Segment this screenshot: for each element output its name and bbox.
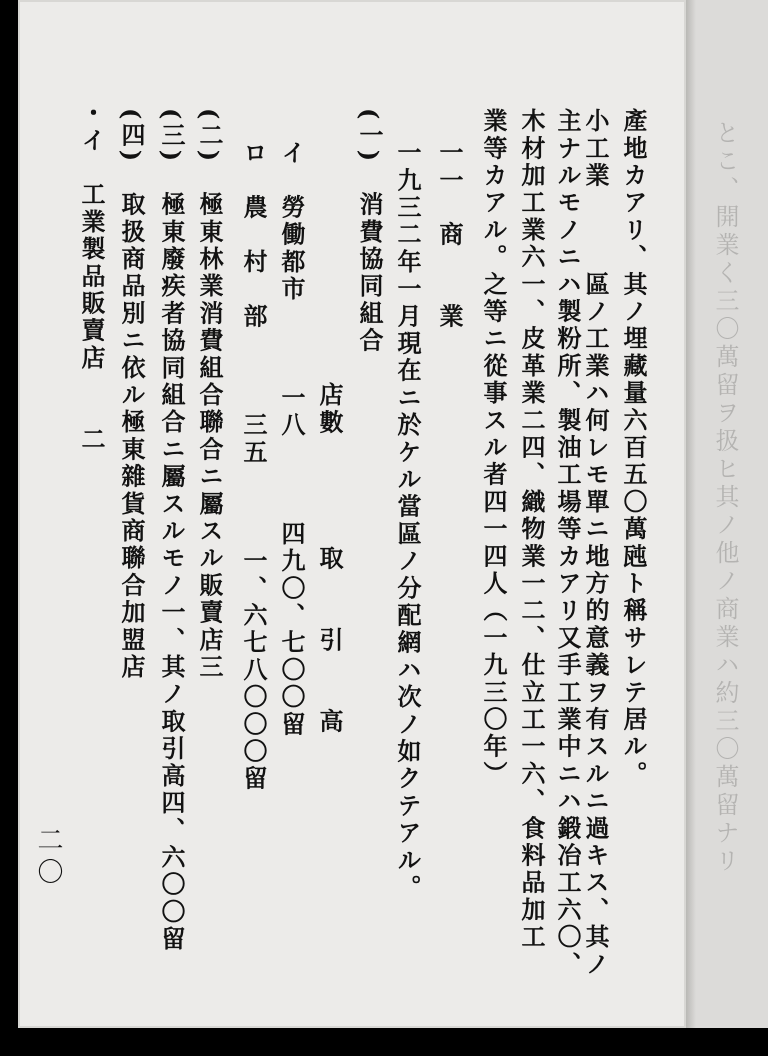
text-line-1: 產地カアリ、其ノ埋藏量六百五〇萬瓲ト稱サレテ居ル。 <box>619 108 648 788</box>
subsection-disabled-coop: (三) 極東廢疾者協同組合ニ屬スルモノ一、其ノ取引高四、六〇〇留 <box>157 108 186 954</box>
subsection-forestry-union: (二) 極東林業消費組合聯合ニ屬スル販賣店三 <box>195 108 224 682</box>
text-line-2: 小工業 區ノ工業ハ何レモ單ニ地方的意義ヲ有スルニ過キス、其ノ <box>581 108 610 979</box>
text-line-3: 主ナルモノニハ製粉所、製油工場等カアリ又手工業中ニハ鍛冶工六〇、 <box>553 108 582 979</box>
table-row-rural: ロ 農 村 部 三五 一、六七八〇〇〇留 <box>239 140 268 793</box>
table-row-labour-city: イ 勞働都市 一八 四九〇、七〇〇留 <box>277 140 306 739</box>
text-line-4: 木材加工業六一、皮革業二四、織物業一二、仕立工一六、食料品加工 <box>517 108 546 952</box>
subsection-merchant-union: (四) 取扱商品別ニ依ル極東雜貨商聯合加盟店 <box>117 108 146 682</box>
table-header: 店數 取 引 高 <box>315 382 344 736</box>
text-line-5: 業等カアル。之等ニ從事スル者四一四人（一九三〇年） <box>479 108 508 788</box>
text-line-7: 一九三二年一月現在ニ於ケル當區ノ分配網ハ次ノ如クテアル。 <box>393 140 422 902</box>
page-number: 二〇 <box>33 826 63 890</box>
subsection-consumer-coop: (一) 消費協同組合 <box>355 108 384 355</box>
section-heading-commerce: 一一 商 業 <box>435 140 464 331</box>
bleed-through-text: とこ、開業く三〇萬留ヲ扱ヒ其ノ他ノ商業ハ約三〇萬留ナリ <box>711 120 739 876</box>
scan-border <box>0 1028 768 1056</box>
list-item-industrial-stores: ・イ 工業製品販賣店 二 <box>77 100 106 454</box>
